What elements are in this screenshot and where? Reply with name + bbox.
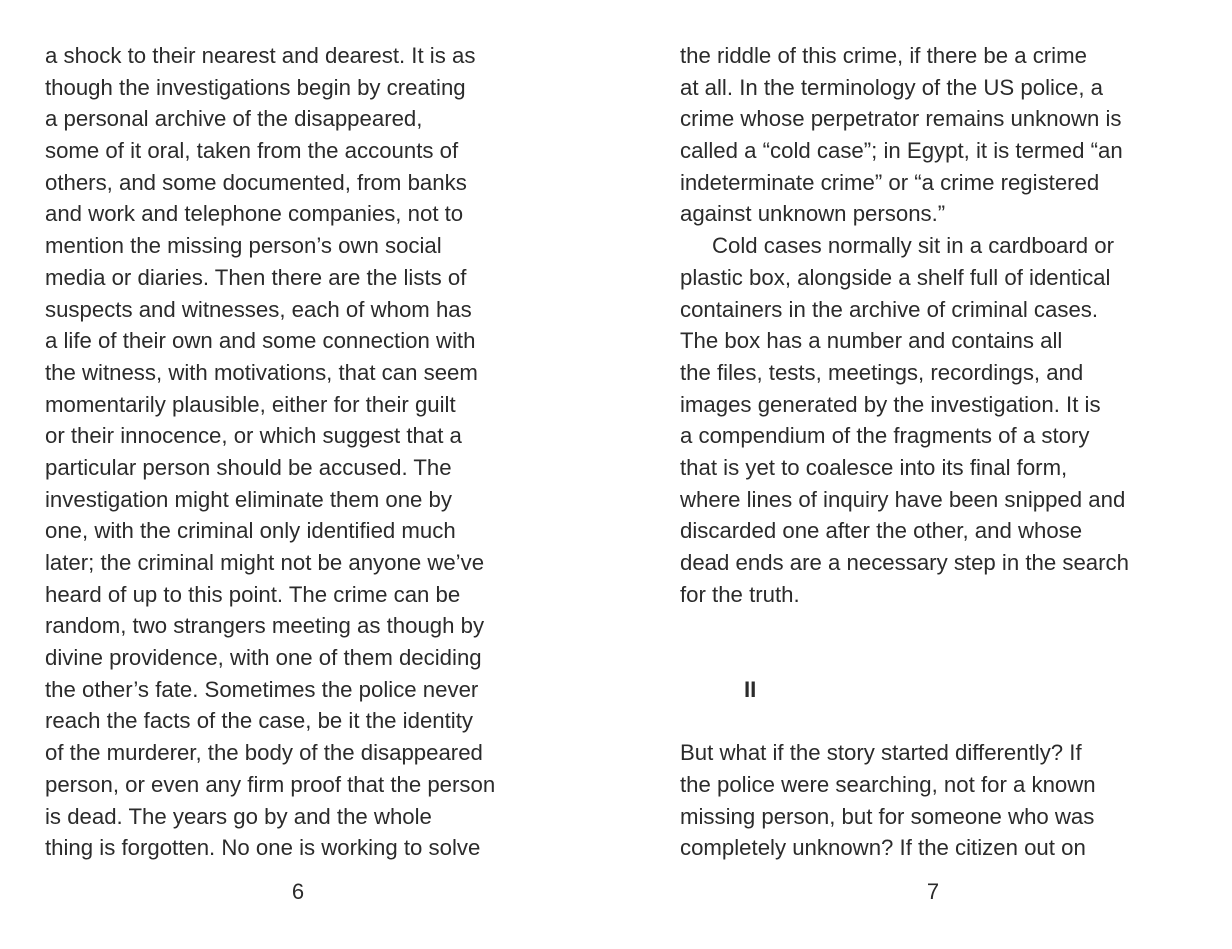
text-line: a life of their own and some connection with [45, 328, 476, 354]
text-line: dead ends are a necessary step in the search [680, 550, 1129, 575]
text-line: against unknown persons.” [680, 201, 946, 227]
right-page [616, 0, 1232, 949]
text-line: random, two strangers meeting as though by [45, 613, 485, 639]
text-line: crime whose perpetrator remains unknown is [680, 106, 1122, 132]
text-line: a compendium of the fragments of a story [680, 423, 1090, 449]
text-line: a personal archive of the disappeared, [45, 106, 423, 132]
section-spacer [680, 610, 1129, 673]
left-page-text [45, 40, 495, 864]
page-number: 7 [926, 879, 940, 904]
text-line: the files, tests, meetings, recordings, and [680, 359, 1084, 385]
text-line: discarded one after the other, and whose [680, 518, 1083, 544]
text-line: The box has a number and contains all [680, 328, 1063, 354]
paragraph [680, 230, 1129, 610]
text-line: the other’s fate. Sometimes the police never [45, 676, 479, 702]
text-line: at all. In the terminology of the US police, a [680, 74, 1104, 100]
text-line: divine providence, with one of them deciding [45, 645, 482, 671]
text-line: indeterminate crime” or “a crime registered [680, 169, 1100, 195]
page-number: 6 [291, 879, 305, 904]
text-line: investigation might eliminate them one by [45, 486, 452, 512]
text-line: where lines of inquiry have been snipped and [680, 486, 1126, 512]
text-line: reach the facts of the case, be it the identity [45, 708, 473, 734]
text-line: plastic box, alongside a shelf full of identical [680, 264, 1111, 290]
text-line: for the truth. [680, 581, 800, 607]
text-line: of the murderer, the body of the disappeared [45, 740, 483, 766]
text-line: the witness, with motivations, that can seem [45, 359, 478, 385]
text-line: particular person should be accused. The [45, 454, 452, 480]
text-line: heard of up to this point. The crime can be [45, 581, 461, 607]
text-line: or their innocence, or which suggest that a [45, 423, 462, 449]
text-line: thing is forgotten. No one is working to solve [45, 835, 481, 861]
text-line: media or diaries. Then there are the lists of [45, 264, 467, 290]
text-line: the riddle of this crime, if there be a crime [680, 43, 1087, 68]
section-heading: II [744, 676, 757, 702]
paragraph [680, 737, 1129, 864]
text-line: containers in the archive of criminal cases. [680, 296, 1099, 322]
text-line: that is yet to coalesce into its final form, [680, 454, 1068, 480]
text-line: one, with the criminal only identified much [45, 518, 456, 544]
text-line: is dead. The years go by and the whole [45, 803, 432, 829]
text-line: missing person, but for someone who was [680, 803, 1095, 829]
text-line: momentarily plausible, either for their guilt [45, 391, 456, 417]
text-line: Cold cases normally sit in a cardboard or [712, 233, 1115, 259]
text-line: the police were searching, not for a known [680, 771, 1096, 797]
text-line: a shock to their nearest and dearest. It is as [45, 43, 476, 68]
text-line: others, and some documented, from banks [45, 169, 467, 195]
text-line: called a “cold case”; in Egypt, it is termed “an [680, 138, 1123, 164]
text-line: But what if the story started differently? If [680, 740, 1082, 766]
text-line: completely unknown? If the citizen out on [680, 835, 1086, 861]
text-line: mention the missing person’s own social [45, 233, 442, 259]
text-line: later; the criminal might not be anyone we’ve [45, 550, 485, 575]
text-line: some of it oral, taken from the accounts of [45, 138, 459, 164]
text-line: suspects and witnesses, each of whom has [45, 296, 472, 322]
text-line: and work and telephone companies, not to [45, 201, 464, 227]
section-spacer [680, 705, 1129, 737]
right-page-text [680, 40, 1129, 864]
text-line: person, or even any firm proof that the person [45, 771, 496, 797]
text-line: though the investigations begin by creating [45, 74, 466, 100]
paragraph [680, 40, 1129, 230]
text-line: images generated by the investigation. It is [680, 391, 1101, 417]
